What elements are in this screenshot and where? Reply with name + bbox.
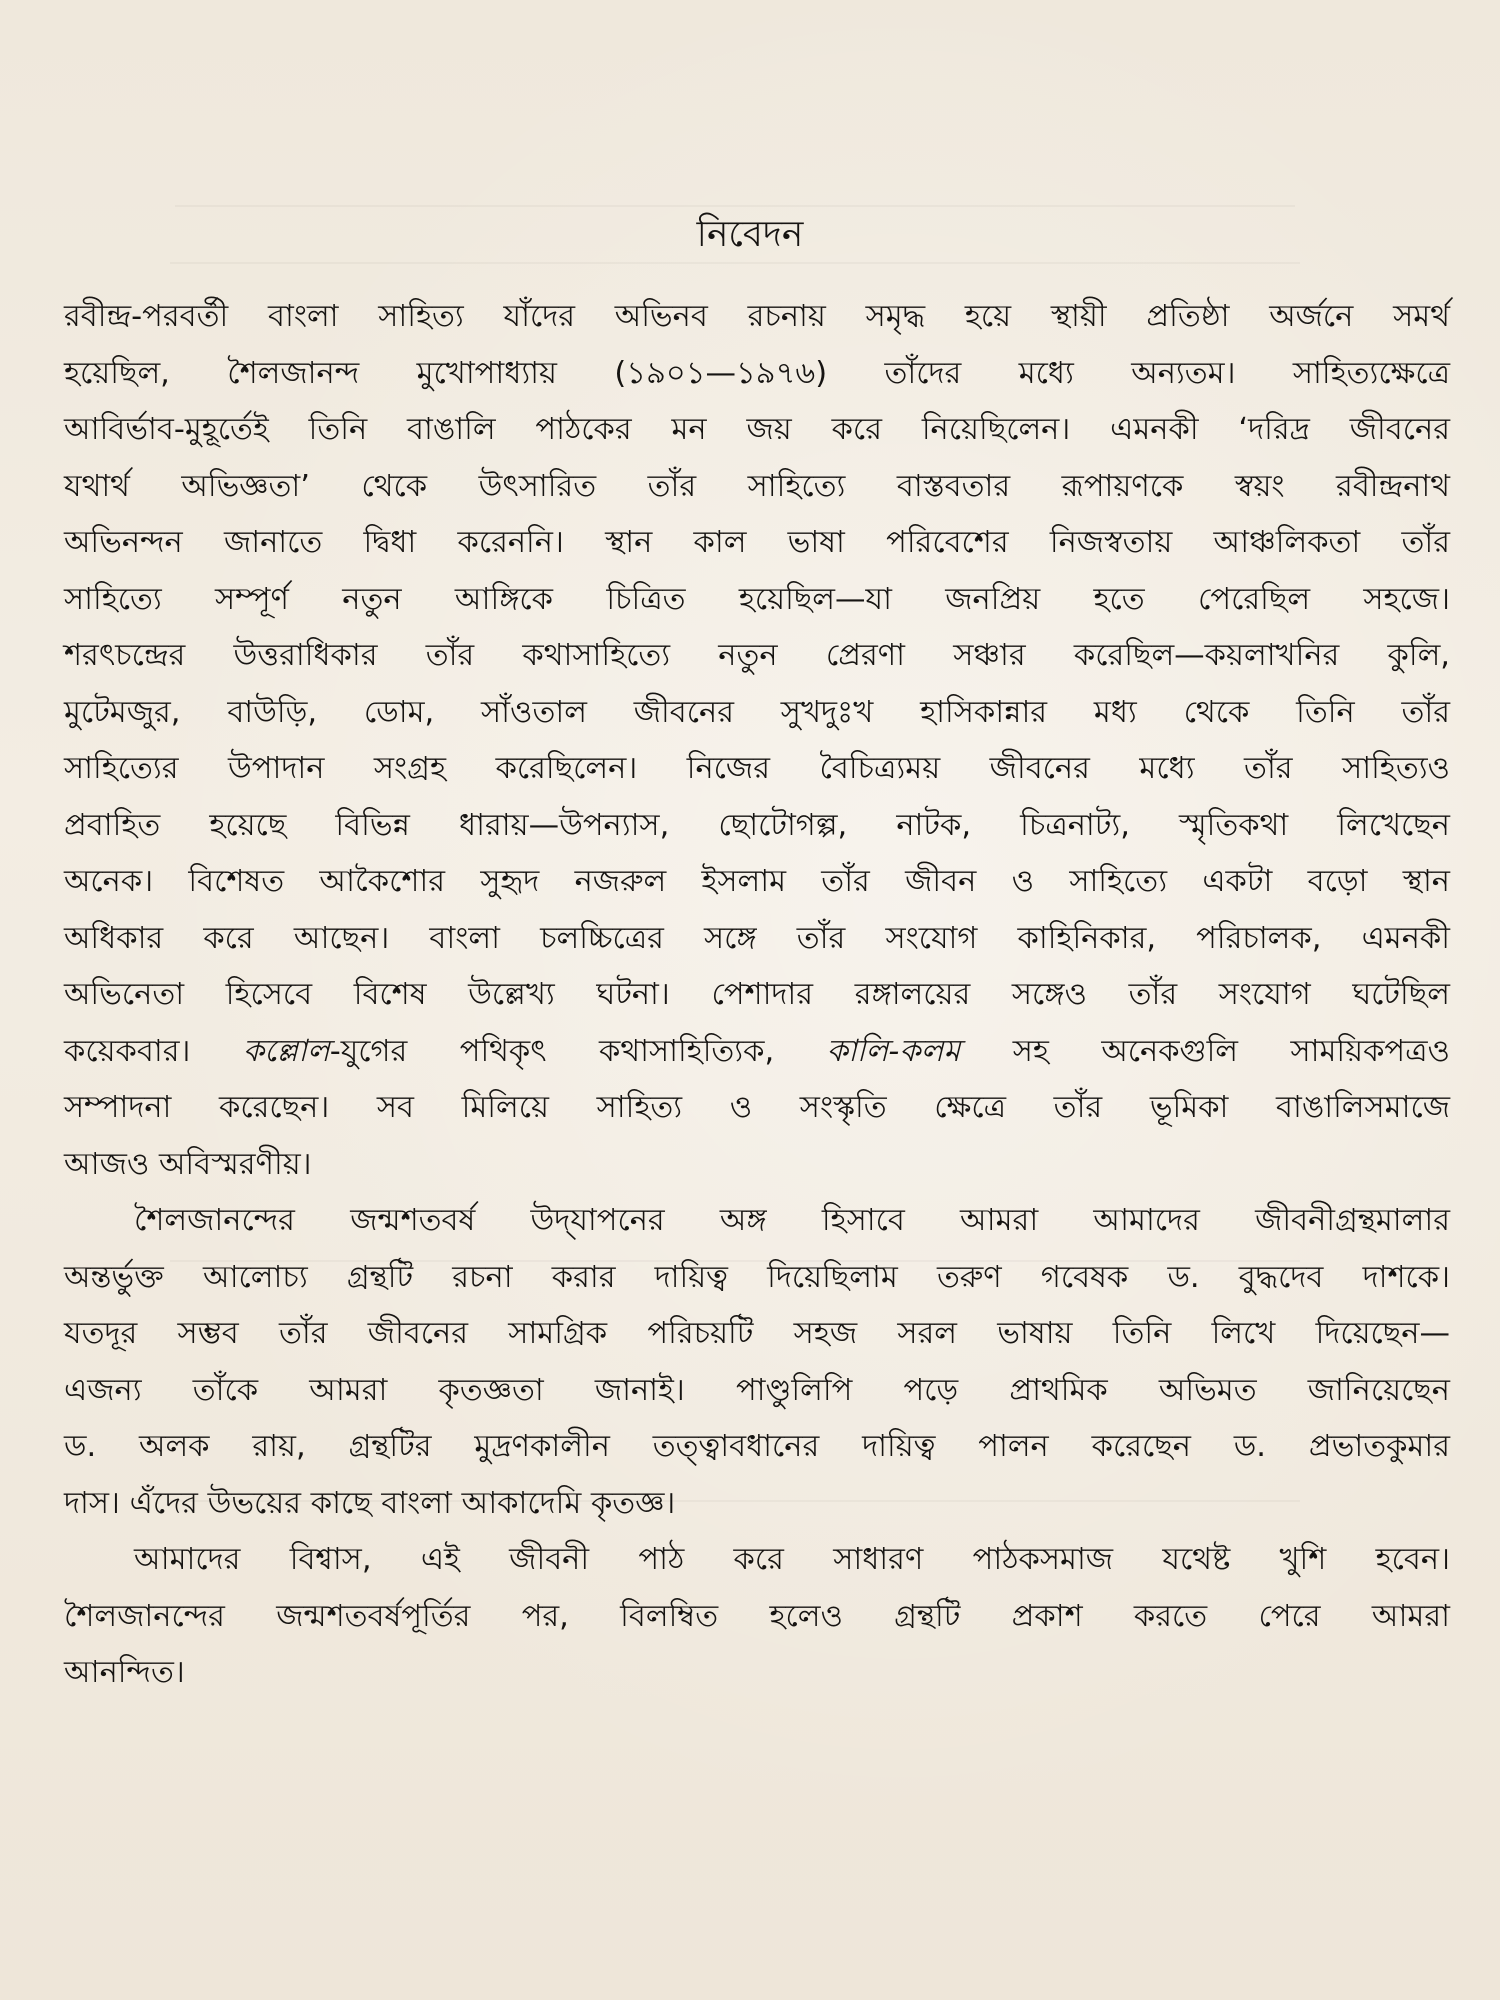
text-line: অভিনেতা হিসেবে বিশেষ উল্লেখ্য ঘটনা। পেশাদার রঙ্গালয়ের সঙ্গেও তাঁর সংযোগ ঘটেছিল (64, 977, 1450, 1012)
text-line: সাহিত্যের উপাদান সংগ্রহ করেছিলেন। নিজের বৈচিত্র্যময় জীবনের মধ্যে তাঁর সাহিত্যও (64, 751, 1450, 786)
text-line: ড. অলক রায়, গ্রন্থটির মুদ্রণকালীন তত্ত্বাবধানের দায়িত্ব পালন করেছেন ড. প্রভাতকুমার (64, 1429, 1450, 1464)
text-line: যতদূর সম্ভব তাঁর জীবনের সামগ্রিক পরিচয়টি সহজ সরল ভাষায় তিনি লিখে দিয়েছেন— (64, 1316, 1450, 1351)
text-line: মুটেমজুর, বাউড়ি, ডোম, সাঁওতাল জীবনের সুখদুঃখ হাসিকান্নার মধ্য থেকে তিনি তাঁর (64, 694, 1450, 730)
text-line: আজও অবিস্মরণীয়। (64, 1146, 312, 1182)
text-segment: -যুগের পথিকৃৎ কথাসাহিত্যিক, (329, 1033, 827, 1069)
text-segment: কয়েকবার। (64, 1033, 243, 1069)
paragraph-1 (64, 289, 1450, 1193)
bleed-through-line (170, 262, 1300, 264)
text-line: আমাদের বিশ্বাস, এই জীবনী পাঠ করে সাধারণ পাঠকসমাজ যথেষ্ট খুশি হবেন। (134, 1542, 1450, 1577)
paragraph-3 (64, 1532, 1450, 1702)
text-line: আনন্দিত। (64, 1655, 185, 1690)
text-line: দাস। এঁদের উভয়ের কাছে বাংলা আকাদেমি কৃতজ্ঞ। (64, 1485, 676, 1521)
text-line: হয়েছিল, শৈলজানন্দ মুখোপাধ্যায় (১৯০১—১৯৭৬) তাঁদের মধ্যে অন্যতম। সাহিত্যক্ষেত্রে (64, 355, 1450, 391)
text-line: সম্পাদনা করেছেন। সব মিলিয়ে সাহিত্য ও সংস্কৃতি ক্ষেত্রে তাঁর ভূমিকা বাঙালিসমাজে (64, 1090, 1450, 1125)
text-line: সাহিত্যে সম্পূর্ণ নতুন আঙ্গিকে চিত্রিত হয়েছিল—যা জনপ্রিয় হতে পেরেছিল সহজে। (64, 581, 1450, 617)
text-line: অনেক। বিশেষত আকৈশোর সুহৃদ নজরুল ইসলাম তাঁর জীবন ও সাহিত্যে একটা বড়ো স্থান (64, 864, 1450, 899)
text-line: অন্তর্ভুক্ত আলোচ্য গ্রন্থটি রচনা করার দায়িত্ব দিয়েছিলাম তরুণ গবেষক ড. বুদ্ধদেব দাশকে। (64, 1259, 1450, 1295)
bleed-through-line (175, 205, 1295, 207)
text-line: প্রবাহিত হয়েছে বিভিন্ন ধারায়—উপন্যাস, ছোটোগল্প, নাটক, চিত্রনাট্য, স্মৃতিকথা লিখেছেন (64, 807, 1450, 843)
text-line: যথার্থ অভিজ্ঞতা’ থেকে উৎসারিত তাঁর সাহিত্যে বাস্তবতার রূপায়ণকে স্বয়ং রবীন্দ্রনাথ (64, 468, 1450, 504)
text-line: অধিকার করে আছেন। বাংলা চলচ্চিত্রের সঙ্গে তাঁর সংযোগ কাহিনিকার, পরিচালক, এমনকী (64, 920, 1450, 956)
text-line: শৈলজানন্দের জন্মশতবর্ষ উদ্‌যাপনের অঙ্গ হিসাবে আমরা আমাদের জীবনীগ্রন্থমালার (134, 1203, 1450, 1238)
paragraph-2 (64, 1193, 1450, 1532)
journal-name-kallol: কল্লোল (242, 1033, 330, 1069)
text-line: আবির্ভাব-মুহূর্তেই তিনি বাঙালি পাঠকের মন জয় করে নিয়েছিলেন। এমনকী ‘দরিদ্র জীবনের (64, 412, 1450, 447)
text-line: শরৎচন্দ্রের উত্তরাধিকার তাঁর কথাসাহিত্যে নতুন প্রেরণা সঞ্চার করেছিল—কয়লাখনির কুলি, (64, 638, 1450, 673)
text-line: শৈলজানন্দের জন্মশতবর্ষপূর্তির পর, বিলম্বিত হলেও গ্রন্থটি প্রকাশ করতে পেরে আমরা (64, 1598, 1450, 1634)
page-title: নিবেদন (696, 214, 804, 255)
text-line-with-journal-names (64, 1024, 1450, 1081)
text-line: এজন্য তাঁকে আমরা কৃতজ্ঞতা জানাই। পাণ্ডুলিপি পড়ে প্রাথমিক অভিমত জানিয়েছেন (64, 1372, 1450, 1408)
text-line: রবীন্দ্র-পরবর্তী বাংলা সাহিত্য যাঁদের অভিনব রচনায় সমৃদ্ধ হয়ে স্থায়ী প্রতিষ্ঠা অর্জনে সমর্থ (64, 299, 1450, 334)
document-body (64, 289, 1450, 1702)
journal-name-kali-kalam: কালি-কলম (826, 1033, 961, 1069)
text-line: অভিনন্দন জানাতে দ্বিধা করেননি। স্থান কাল ভাষা পরিবেশের নিজস্বতায় আঞ্চলিকতা তাঁর (64, 525, 1450, 560)
text-segment: সহ অনেকগুলি সাময়িকপত্রও (960, 1033, 1450, 1069)
